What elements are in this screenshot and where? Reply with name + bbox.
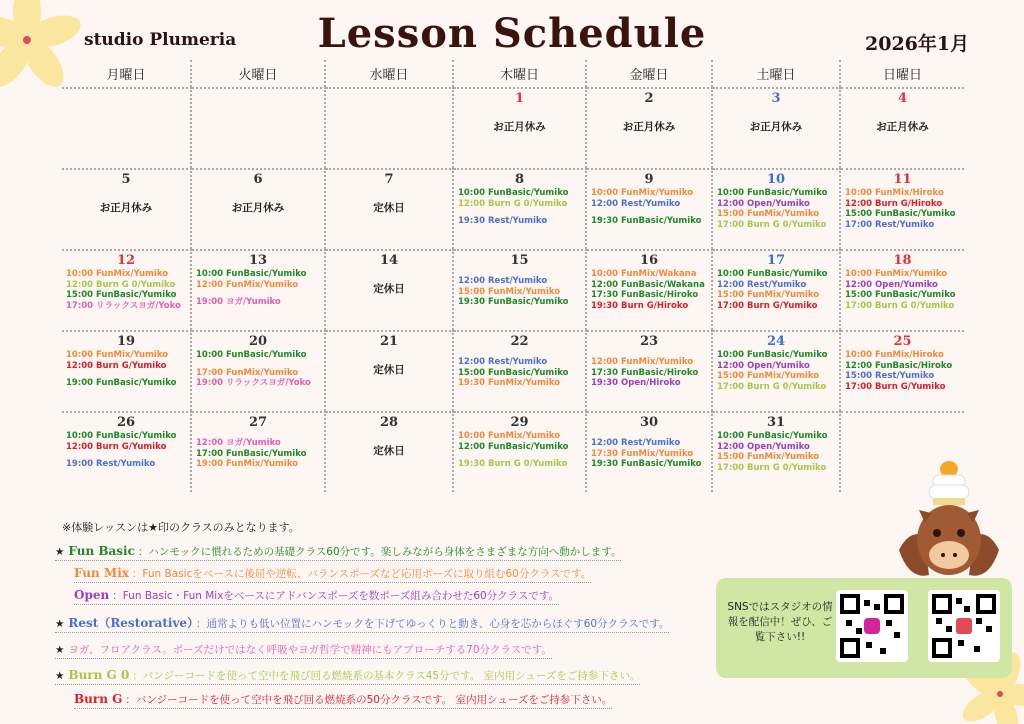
calendar-day-cell	[713, 87, 841, 168]
calendar-day-cell	[192, 330, 326, 411]
day-number: 16	[639, 253, 659, 268]
class-event: 10:00 FunBasic/Yumiko	[458, 188, 569, 198]
legend-class-name: Burn G 0	[68, 668, 130, 682]
day-number: 26	[116, 415, 136, 430]
calendar-day-cell	[192, 87, 326, 168]
day-number: 22	[510, 334, 529, 349]
legend-row	[55, 544, 621, 561]
weekday-header: 金曜日	[587, 60, 713, 87]
calendar-day-cell	[587, 168, 713, 249]
day-number: 14	[379, 253, 399, 268]
class-event: 12:00 Open/Yumiko	[717, 360, 810, 371]
class-event: 17:00 Burn G 0/Yumiko	[717, 219, 827, 230]
month-label: 2026年1月	[865, 33, 970, 55]
calendar-day-cell	[713, 168, 841, 249]
class-event: 17:00 Burn G 0/Yumiko	[717, 462, 827, 473]
day-number: 2	[644, 91, 654, 106]
calendar-day-cell	[713, 330, 841, 411]
legend-row	[74, 566, 591, 583]
class-event: 12:00 FunBasic/Yumiko	[458, 441, 569, 452]
legend-row	[55, 614, 669, 633]
legend-description: ：バンジーコードを使って空中を飛び回る燃焼系の50分クラスです。 室内用シューズをご持参下さい。	[125, 694, 613, 706]
class-event: 15:00 FunMix/Yumiko	[717, 290, 820, 300]
class-event: 19:30 FunMix/Yumiko	[458, 378, 561, 388]
calendar-day-cell	[454, 249, 587, 330]
calendar-day-cell	[326, 168, 454, 249]
star-icon: ★	[55, 618, 65, 630]
legend-description: ：Fun Basicをベースに後屈や逆転、バランスポーズなど応用ポーズに取り組む60分クラスです。	[131, 568, 592, 580]
class-event: 19:00 ヨガ/Yumiko	[196, 297, 281, 307]
legend-class-name: Burn G	[74, 692, 123, 706]
day-note: お正月休み	[99, 202, 153, 214]
day-number: 3	[771, 91, 781, 106]
class-event: 12:00 Burn G 0/Yumiko	[66, 279, 176, 290]
legend-description: ：ハンモックに慣れるための基礎クラス60分です。楽しみながら身体をさまざまな方向へ動かします。	[137, 546, 622, 558]
class-event: 10:00 FunBasic/Yumiko	[66, 431, 177, 441]
class-event: 15:00 FunMix/Yumiko	[717, 209, 820, 219]
class-event: 10:00 FunBasic/Yumiko	[717, 269, 828, 279]
class-event: 15:00 FunBasic/Yumiko	[845, 290, 956, 300]
calendar-day-cell	[192, 411, 326, 492]
class-event: 12:00 Rest/Yumiko	[591, 438, 681, 448]
class-event: 15:00 FunMix/Yumiko	[717, 452, 820, 462]
calendar-day-cell	[62, 168, 192, 249]
day-number: 19	[116, 334, 136, 349]
day-note: お正月休み	[876, 121, 929, 133]
calendar-day-cell	[587, 87, 713, 168]
day-number: 17	[766, 253, 786, 268]
calendar-day-cell	[62, 249, 192, 330]
day-number: 23	[639, 334, 659, 349]
calendar	[62, 60, 964, 492]
class-event: 19:30 FunBasic/Yumiko	[458, 297, 569, 307]
day-number: 25	[893, 334, 912, 349]
day-number: 6	[253, 172, 263, 187]
legend-description: ：Fun Basic・Fun Mixをベースにアドバンスポーズを数ポーズ組み合わせた60分クラスです。	[112, 590, 560, 602]
day-number: 28	[379, 415, 399, 430]
calendar-day-cell	[326, 249, 454, 330]
day-number: 5	[121, 172, 131, 187]
class-event: 10:00 FunMix/Wakana	[591, 269, 697, 279]
class-event: 19:00 Rest/Yumiko	[66, 459, 156, 469]
legend-description: ：バンジーコードを使って空中を飛び回る燃焼系の基本クラス45分です。 室内用シューズをご持参下さい。	[132, 670, 641, 682]
class-event: 12:00 FunMix/Yumiko	[196, 279, 299, 290]
day-number: 24	[766, 334, 786, 349]
star-icon: ★	[55, 546, 65, 558]
weekday-header: 土曜日	[713, 60, 841, 87]
calendar-grid	[62, 87, 964, 492]
calendar-day-cell	[841, 168, 964, 249]
calendar-day-cell	[62, 411, 192, 492]
day-number: 21	[379, 334, 399, 349]
class-event: 19:00 FunMix/Yumiko	[196, 459, 299, 469]
legend-row	[55, 642, 552, 659]
calendar-day-cell	[587, 249, 713, 330]
class-event: 10:00 FunMix/Yumiko	[591, 188, 694, 198]
class-event: 17:00 Burn G 0/Yumiko	[717, 381, 827, 392]
legend-description: ヨガ、フロアクラス。ポーズだけではなく呼吸やヨガ哲学で精神にもアプローチする70分クラスです。	[68, 644, 552, 656]
class-event: 19:00 リラックスヨガ/Yoko	[196, 378, 311, 388]
day-number: 9	[644, 172, 654, 187]
calendar-day-cell	[454, 168, 587, 249]
class-event: 19:30 Burn G/Hiroko	[591, 300, 689, 311]
day-number: 20	[248, 334, 268, 349]
day-number: 7	[384, 172, 394, 187]
legend-description: ：通常よりも低い位置にハンモックを下げてゆっくりと動き、心身を芯からほぐす60分クラスです。	[196, 618, 670, 630]
legend-row	[55, 668, 640, 685]
class-event: 12:00 Burn G/Yumiko	[66, 360, 167, 371]
day-number: 8	[514, 172, 525, 187]
calendar-day-cell	[326, 330, 454, 411]
class-event: 19:30 Open/Hiroko	[591, 378, 681, 388]
class-event: 10:00 FunBasic/Yumiko	[717, 431, 828, 441]
day-note: お正月休み	[749, 121, 803, 133]
day-note: 定休日	[373, 283, 405, 295]
legend-row	[74, 692, 612, 709]
class-event: 10:00 FunBasic/Yumiko	[717, 188, 828, 198]
calendar-day-cell	[454, 411, 587, 492]
weekday-header: 木曜日	[454, 60, 587, 87]
class-event: 12:00 Open/Yumiko	[717, 441, 810, 452]
calendar-day-cell	[326, 87, 454, 168]
day-number: 29	[510, 415, 529, 430]
calendar-day-cell	[326, 411, 454, 492]
sns-box	[716, 578, 1012, 678]
class-event: 19:30 Burn G 0/Yumiko	[458, 459, 568, 469]
day-note: お正月休み	[231, 202, 285, 214]
class-event: 15:00 Rest/Yumiko	[845, 371, 935, 381]
weekday-header: 月曜日	[62, 60, 192, 87]
weekday-header: 水曜日	[326, 60, 454, 87]
class-event: 17:30 FunBasic/Hiroko	[591, 290, 699, 300]
class-event: 10:00 FunBasic/Yumiko	[196, 269, 307, 279]
class-event: 17:00 リラックスヨガ/Yoko	[66, 300, 181, 311]
class-event: 10:00 FunMix/Yumiko	[66, 269, 169, 279]
class-event: 12:00 Open/Yumiko	[717, 198, 810, 209]
class-event: 12:00 FunMix/Yumiko	[591, 357, 694, 367]
legend-class-name: Rest（Restorative）	[68, 616, 194, 630]
page-title: Lesson Schedule	[317, 10, 707, 57]
class-event: 10:00 FunMix/Yumiko	[845, 269, 948, 279]
day-number: 12	[116, 253, 136, 268]
class-event: 17:00 FunBasic/Yumiko	[196, 448, 307, 459]
day-note: 定休日	[373, 364, 405, 376]
sns-text: SNSではスタジオの情報を配信中！ぜひ、ご覧下さい!!	[727, 601, 833, 643]
class-event: 19:00 FunBasic/Yumiko	[66, 378, 177, 388]
class-event: 17:30 FunBasic/Hiroko	[591, 367, 699, 378]
class-event: 15:00 FunMix/Yumiko	[717, 371, 820, 381]
class-event: 19:30 FunBasic/Yumiko	[591, 459, 702, 469]
weekday-header-row	[62, 60, 964, 87]
day-note: 定休日	[373, 202, 405, 214]
instagram-qr-code[interactable]	[836, 590, 908, 662]
calendar-day-cell	[454, 87, 587, 168]
calendar-day-cell	[841, 249, 964, 330]
class-event: 19:30 FunBasic/Yumiko	[591, 216, 702, 226]
day-number: 1	[514, 91, 525, 106]
calendar-day-cell	[454, 330, 587, 411]
class-event: 12:00 Burn G/Hiroko	[845, 198, 943, 209]
horse-mascot-illustration	[889, 455, 1009, 585]
legend-row	[74, 588, 559, 605]
class-event: 10:00 FunMix/Hiroko	[845, 188, 944, 198]
class-event: 19:30 Rest/Yumiko	[458, 216, 548, 226]
class-event: 17:00 Burn G 0/Yumiko	[845, 300, 955, 311]
day-note: お正月休み	[622, 121, 676, 133]
calendar-day-cell	[713, 411, 841, 492]
day-note: お正月休み	[493, 121, 546, 133]
calendar-day-cell	[192, 168, 326, 249]
day-number: 18	[893, 253, 912, 268]
calendar-day-cell	[62, 330, 192, 411]
day-number: 31	[766, 415, 786, 430]
day-number: 30	[639, 415, 659, 430]
class-event: 17:00 Rest/Yumiko	[845, 219, 935, 230]
calendar-day-cell	[62, 87, 192, 168]
star-icon: ★	[55, 670, 65, 682]
class-event: 10:00 FunMix/Hiroko	[845, 350, 944, 360]
class-event: 12:00 FunBasic/Wakana	[591, 279, 705, 290]
calendar-day-cell	[841, 87, 964, 168]
legend-class-name: Fun Mix	[74, 566, 129, 580]
class-event: 12:00 FunBasic/Hiroko	[845, 360, 953, 371]
day-number: 27	[248, 415, 268, 430]
day-number: 10	[766, 172, 786, 187]
weekday-header: 火曜日	[192, 60, 326, 87]
day-note: 定休日	[373, 445, 405, 457]
class-event: 12:00 Rest/Yumiko	[458, 357, 548, 367]
calendar-day-cell	[713, 249, 841, 330]
class-event: 10:00 FunBasic/Yumiko	[717, 350, 828, 360]
class-event: 17:00 Burn G/Yumiko	[845, 381, 946, 392]
class-event: 17:00 FunMix/Yumiko	[196, 367, 299, 378]
calendar-day-cell	[587, 411, 713, 492]
weekday-header: 日曜日	[882, 68, 922, 83]
class-event: 12:00 Open/Yumiko	[845, 279, 938, 290]
class-event: 12:00 ヨガ/Yumiko	[196, 438, 281, 448]
day-number: 15	[510, 253, 529, 268]
legend-class-name: Fun Basic	[68, 544, 135, 558]
studio-name: studio Plumeria	[84, 30, 237, 50]
class-event: 15:00 FunMix/Yumiko	[458, 286, 561, 297]
class-event: 12:00 Rest/Yumiko	[458, 276, 548, 286]
class-event: 12:00 Burn G/Yumiko	[66, 441, 167, 452]
calendar-day-cell	[841, 330, 964, 411]
day-number: 11	[893, 172, 912, 187]
class-event: 17:30 FunMix/Yumiko	[591, 448, 694, 459]
class-event: 10:00 FunMix/Yumiko	[66, 350, 169, 360]
class-event: 15:00 FunBasic/Yumiko	[458, 367, 569, 378]
class-event: 12:00 Rest/Yumiko	[717, 279, 807, 290]
trial-note: ※体験レッスンは★印のクラスのみとなります。	[62, 521, 300, 534]
class-event: 15:00 FunBasic/Yumiko	[845, 209, 956, 219]
legend-class-name: Open	[74, 588, 110, 602]
class-event: 12:00 Burn G 0/Yumiko	[458, 198, 568, 209]
class-event: 12:00 Rest/Yumiko	[591, 198, 681, 209]
day-number: 4	[897, 91, 908, 106]
star-icon: ★	[55, 644, 65, 656]
class-event: 15:00 FunBasic/Yumiko	[66, 290, 177, 300]
class-event: 17:00 Burn G/Yumiko	[717, 300, 818, 311]
calendar-day-cell	[587, 330, 713, 411]
qr-code[interactable]	[928, 590, 1000, 662]
calendar-day-cell	[192, 249, 326, 330]
day-number: 13	[248, 253, 268, 268]
class-event: 10:00 FunMix/Yumiko	[458, 431, 561, 441]
class-event: 10:00 FunBasic/Yumiko	[196, 350, 307, 360]
